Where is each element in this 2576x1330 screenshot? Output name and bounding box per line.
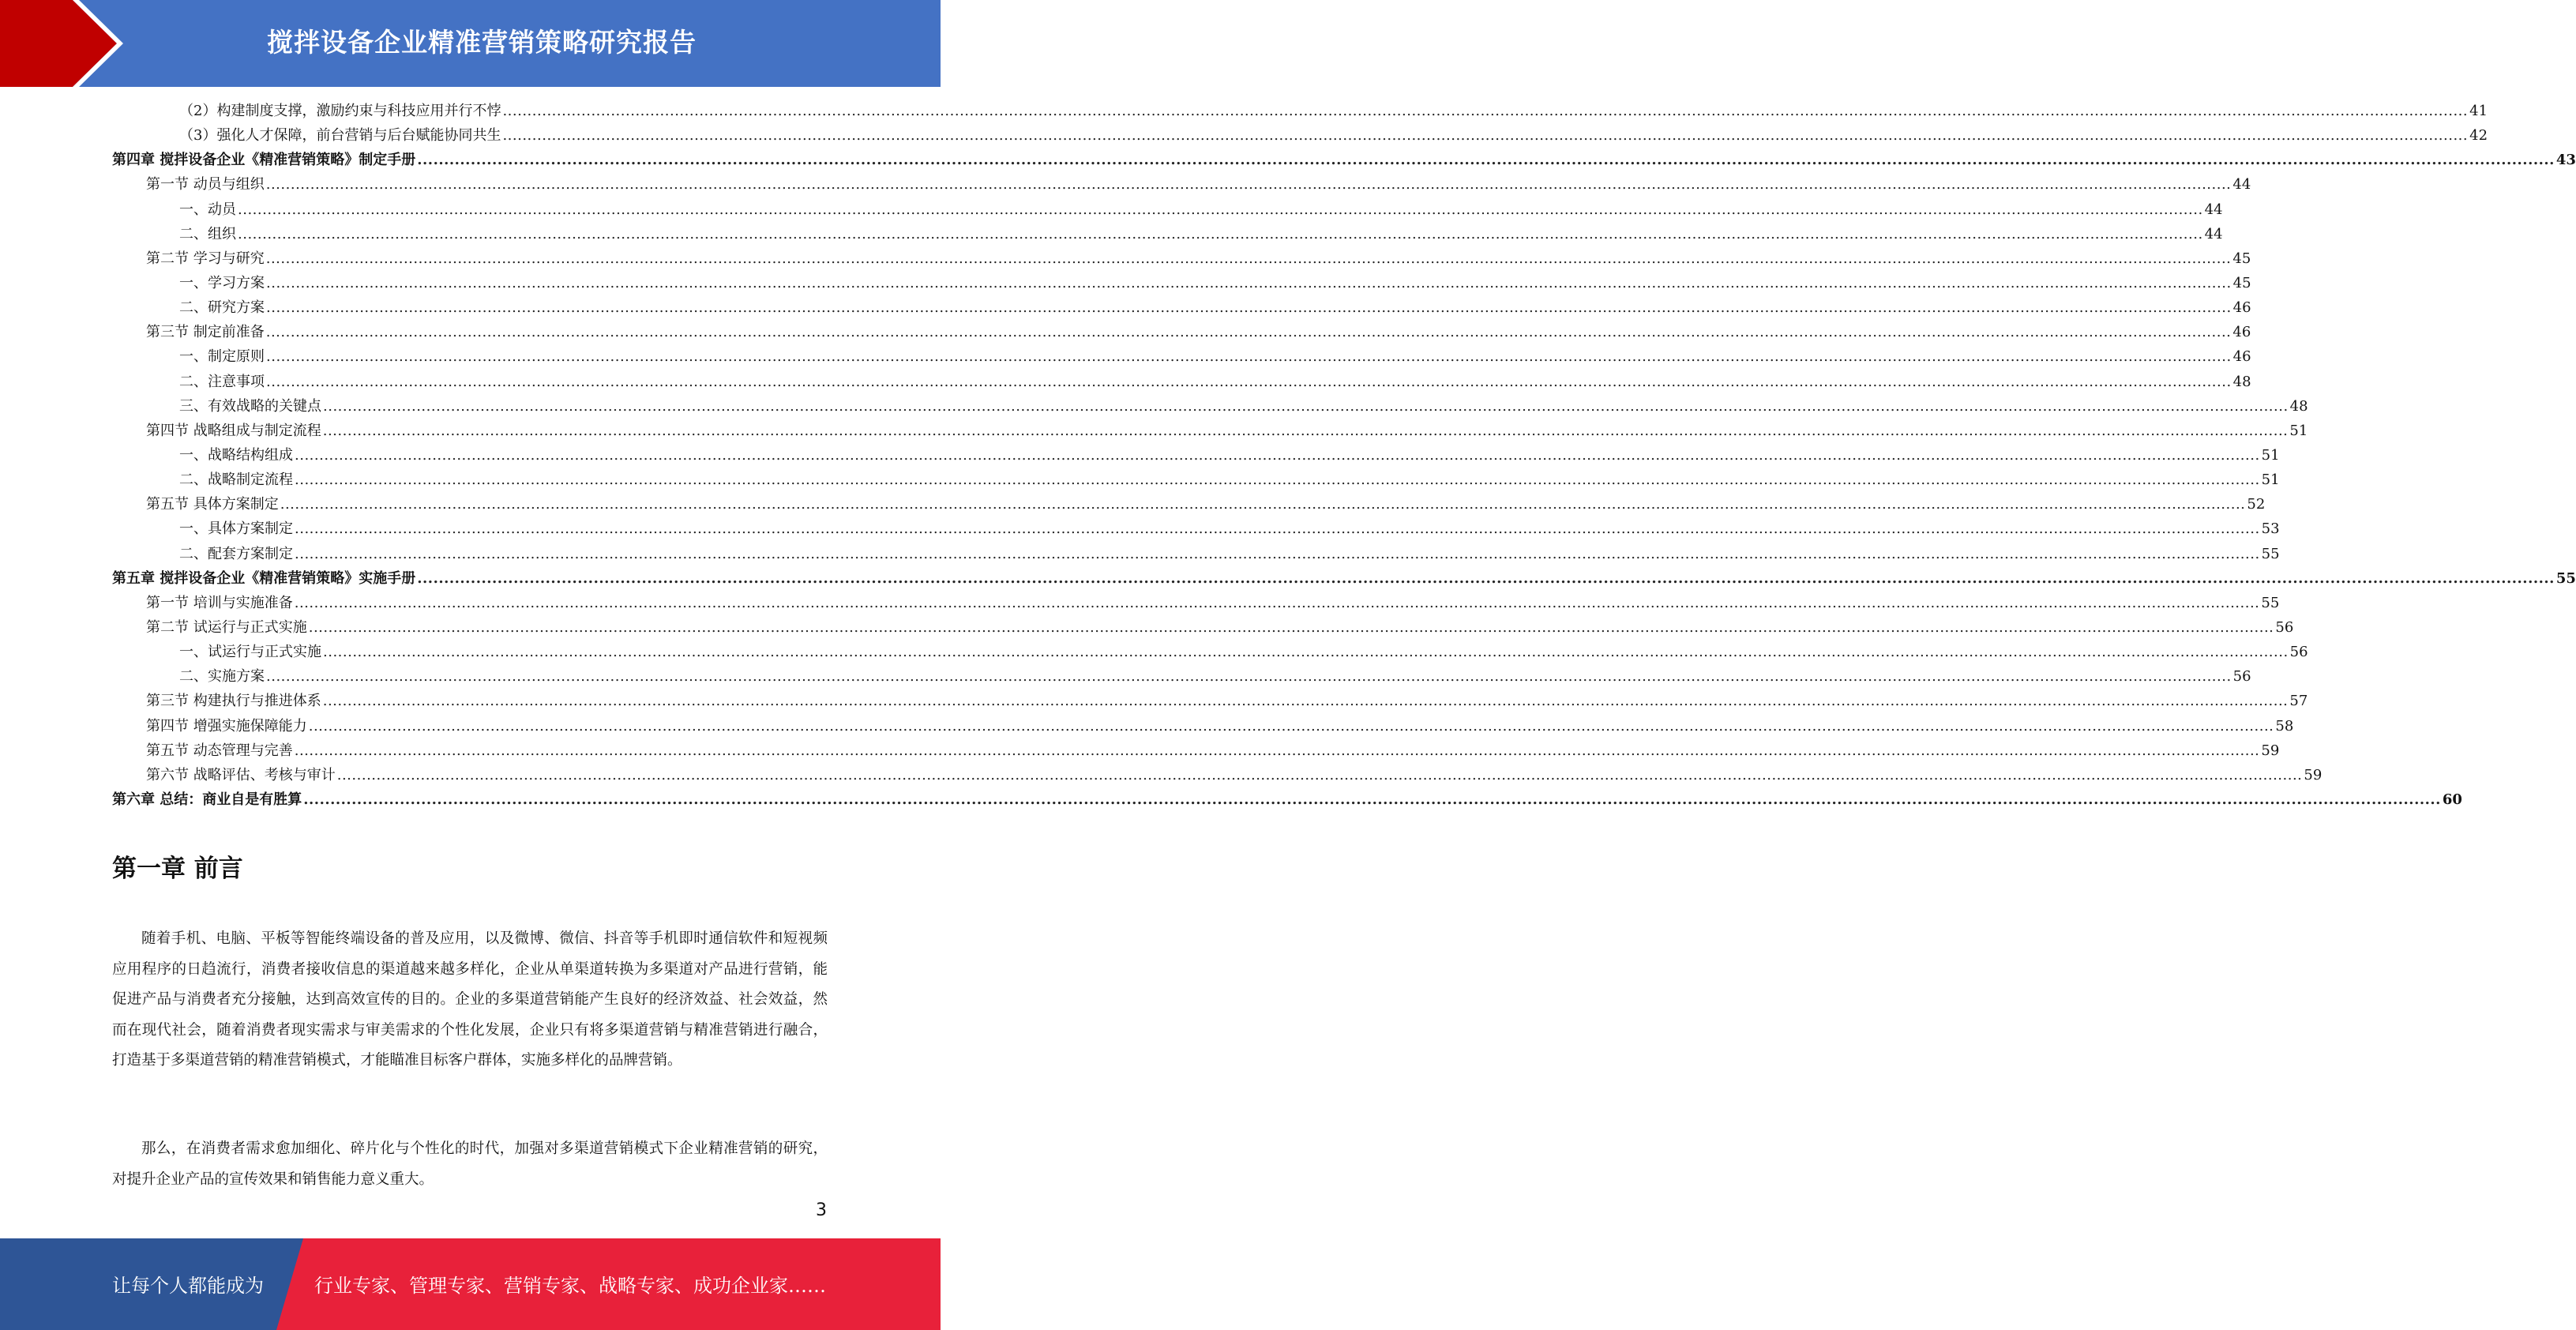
toc-entry-page: 51: [2289, 422, 2308, 439]
toc-dot-leader: ................................................................................................................................................................................................................................................................................................................................................................................................................: [295, 520, 2260, 538]
toc-entry-title: 第二节 试运行与正式实施: [146, 618, 307, 636]
toc-dot-leader: ................................................................................................................................................................................................................................................................................................................................................................................................................: [295, 545, 2260, 562]
toc-entry[interactable]: [112, 247, 2251, 272]
toc-entry[interactable]: [112, 345, 2251, 370]
table-of-contents: [112, 100, 2576, 813]
toc-entry-page: 48: [2289, 397, 2308, 415]
toc-entry-page: 44: [2204, 225, 2223, 242]
toc-dot-leader: ................................................................................................................................................................................................................................................................................................................................................................................................................: [308, 618, 2274, 636]
toc-entry-page: 51: [2261, 446, 2280, 464]
toc-entry[interactable]: [112, 198, 2223, 223]
toc-entry[interactable]: [112, 739, 2280, 764]
toc-dot-leader: ................................................................................................................................................................................................................................................................................................................................................................................................................: [238, 201, 2203, 218]
toc-dot-leader: ................................................................................................................................................................................................................................................................................................................................................................................................................: [266, 348, 2232, 366]
toc-entry-title: （3）强化人才保障，前台营销与后台赋能协同共生: [179, 127, 501, 145]
toc-entry-page: 46: [2232, 299, 2251, 317]
toc-entry-title: 一、制定原则: [179, 348, 265, 366]
toc-entry-title: 三、有效战略的关键点: [179, 397, 321, 415]
toc-entry-title: 一、战略结构组成: [179, 446, 293, 464]
toc-entry[interactable]: [112, 616, 2294, 641]
toc-entry[interactable]: [112, 468, 2280, 493]
toc-entry-title: 二、战略制定流程: [179, 472, 293, 489]
toc-dot-leader: ................................................................................................................................................................................................................................................................................................................................................................................................................: [323, 397, 2289, 415]
toc-entry-page: 46: [2232, 348, 2251, 366]
toc-entry-title: 第四节 增强实施保障能力: [146, 717, 307, 735]
toc-entry-title: 第五节 动态管理与完善: [146, 742, 293, 759]
toc-entry-title: 第三节 构建执行与推进体系: [146, 693, 321, 710]
toc-entry[interactable]: [112, 764, 2323, 788]
toc-entry-title: 第二节 学习与研究: [146, 250, 265, 267]
toc-entry-page: 51: [2261, 472, 2280, 489]
toc-entry[interactable]: [112, 100, 2488, 124]
page-number: 3: [816, 1200, 827, 1220]
toc-entry[interactable]: [112, 173, 2251, 197]
toc-entry-title: （2）构建制度支撑，激励约束与科技应用并行不悖: [179, 103, 501, 119]
toc-dot-leader: ................................................................................................................................................................................................................................................................................................................................................................................................................: [294, 594, 2260, 611]
toc-entry-title: 第六节 战略评估、考核与审计: [146, 766, 336, 783]
toc-entry-title: 第一节 动员与组织: [146, 176, 265, 193]
toc-dot-leader: ................................................................................................................................................................................................................................................................................................................................................................................................................: [295, 472, 2260, 489]
toc-dot-leader: ................................................................................................................................................................................................................................................................................................................................................................................................................: [266, 668, 2232, 686]
toc-entry[interactable]: [112, 296, 2251, 321]
toc-entry[interactable]: [112, 641, 2308, 665]
toc-dot-leader: ................................................................................................................................................................................................................................................................................................................................................................................................................: [502, 127, 2469, 145]
toc-entry-page: 55: [2261, 545, 2280, 562]
toc-entry-title: 第五节 具体方案制定: [146, 496, 279, 513]
toc-entry[interactable]: [112, 592, 2280, 616]
toc-entry[interactable]: [112, 370, 2251, 395]
toc-entry[interactable]: [112, 148, 2576, 173]
toc-entry-page: 53: [2261, 520, 2280, 538]
toc-entry[interactable]: [112, 419, 2308, 444]
toc-dot-leader: ................................................................................................................................................................................................................................................................................................................................................................................................................: [417, 569, 2555, 587]
toc-entry-title: 第四章 搅拌设备企业《精准营销策略》制定手册: [112, 152, 416, 169]
toc-entry[interactable]: [112, 567, 2576, 592]
toc-entry-title: 一、学习方案: [179, 274, 265, 291]
toc-dot-leader: ................................................................................................................................................................................................................................................................................................................................................................................................................: [417, 152, 2555, 169]
toc-dot-leader: ................................................................................................................................................................................................................................................................................................................................................................................................................: [265, 250, 2232, 267]
page-footer: [0, 1238, 941, 1330]
toc-dot-leader: ................................................................................................................................................................................................................................................................................................................................................................................................................: [322, 693, 2289, 710]
toc-dot-leader: ................................................................................................................................................................................................................................................................................................................................................................................................................: [266, 299, 2232, 317]
toc-entry-title: 第三节 制定前准备: [146, 324, 265, 341]
body-paragraph: 那么，在消费者需求愈加细化、碎片化与个性化的时代，加强对多渠道营销模式下企业精准营销的研究，对提升企业产品的宣传效果和销售能力意义重大。: [112, 1140, 828, 1188]
toc-dot-leader: ................................................................................................................................................................................................................................................................................................................................................................................................................: [322, 422, 2289, 439]
toc-entry[interactable]: [112, 444, 2280, 468]
toc-entry-page: 52: [2247, 496, 2266, 513]
toc-entry-page: 58: [2275, 717, 2294, 735]
toc-entry-title: 二、实施方案: [179, 668, 265, 686]
toc-entry[interactable]: [112, 321, 2251, 345]
toc-entry-title: 二、研究方案: [179, 299, 265, 317]
toc-dot-leader: ................................................................................................................................................................................................................................................................................................................................................................................................................: [266, 274, 2232, 291]
toc-entry-page: 43: [2555, 152, 2576, 169]
toc-dot-leader: ................................................................................................................................................................................................................................................................................................................................................................................................................: [294, 742, 2260, 759]
toc-entry-title: 二、配套方案制定: [179, 545, 293, 562]
toc-dot-leader: ................................................................................................................................................................................................................................................................................................................................................................................................................: [280, 496, 2246, 513]
toc-dot-leader: ................................................................................................................................................................................................................................................................................................................................................................................................................: [336, 766, 2303, 783]
toc-entry-title: 二、组织: [179, 225, 236, 242]
toc-entry-page: 56: [2232, 668, 2251, 686]
toc-entry-page: 45: [2232, 250, 2251, 267]
toc-entry[interactable]: [112, 124, 2488, 148]
toc-entry[interactable]: [112, 517, 2280, 542]
toc-entry[interactable]: [112, 715, 2294, 739]
body-paragraph: 随着手机、电脑、平板等智能终端设备的普及应用，以及微博、微信、抖音等手机即时通信软件和短视频应用程序的日趋流行，消费者接收信息的渠道越来越多样化，企业从单渠道转换为多渠道对产品进行营销，能促进产品与消费者充分接触，达到高效宣传的目的。企业的多渠道营销能产生良好的经济效益、社会效益，然而在现代社会，随着消费者现实需求与审美需求的个性化发展，企业只有将多渠道营销与精准营销进行融合，打造基于多渠道营销的精准营销模式，才能瞄准目标客户群体，实施多样化的品牌营销。: [112, 930, 828, 1069]
footer-slogan-right: 行业专家、管理专家、营销专家、战略专家、成功企业家……: [314, 1275, 826, 1297]
toc-entry-page: 44: [2232, 176, 2251, 193]
toc-entry-title: 第一节 培训与实施准备: [146, 594, 293, 611]
toc-entry[interactable]: [112, 493, 2266, 517]
toc-entry-title: 第六章 总结：商业自是有胜算: [112, 791, 302, 808]
toc-entry-page: 59: [2261, 742, 2280, 759]
page-header: [0, 0, 941, 87]
toc-entry[interactable]: [112, 223, 2223, 247]
toc-entry-page: 45: [2232, 274, 2251, 291]
document-title: 搅拌设备企业精准营销策略研究报告: [267, 27, 697, 58]
toc-entry-page: 42: [2469, 127, 2488, 145]
toc-entry-title: 一、动员: [179, 201, 236, 218]
toc-entry-title: 一、具体方案制定: [179, 520, 293, 538]
footer-slogan-left: 让每个人都能成为: [112, 1275, 264, 1297]
toc-entry-page: 56: [2275, 618, 2294, 636]
chapter-heading: 第一章 前言: [112, 855, 243, 883]
toc-entry[interactable]: [112, 543, 2280, 567]
toc-entry[interactable]: [112, 272, 2251, 296]
toc-dot-leader: ................................................................................................................................................................................................................................................................................................................................................................................................................: [502, 103, 2469, 119]
toc-entry-title: 二、注意事项: [179, 373, 265, 390]
toc-dot-leader: ................................................................................................................................................................................................................................................................................................................................................................................................................: [265, 324, 2232, 341]
toc-entry-page: 44: [2204, 201, 2223, 218]
toc-dot-leader: ................................................................................................................................................................................................................................................................................................................................................................................................................: [266, 373, 2232, 390]
toc-entry-page: 60: [2442, 791, 2462, 808]
toc-entry[interactable]: [112, 665, 2251, 689]
toc-entry-title: 第四节 战略组成与制定流程: [146, 422, 321, 439]
toc-dot-leader: ................................................................................................................................................................................................................................................................................................................................................................................................................: [323, 644, 2289, 661]
toc-entry[interactable]: [112, 395, 2308, 419]
toc-entry-page: 55: [2261, 594, 2280, 611]
toc-entry-page: 46: [2232, 324, 2251, 341]
toc-entry[interactable]: [112, 788, 2462, 813]
toc-entry-page: 41: [2469, 103, 2488, 119]
toc-dot-leader: ................................................................................................................................................................................................................................................................................................................................................................................................................: [303, 791, 2441, 808]
toc-entry-title: 第五章 搅拌设备企业《精准营销策略》实施手册: [112, 569, 416, 587]
toc-entry-page: 57: [2289, 693, 2308, 710]
toc-dot-leader: ................................................................................................................................................................................................................................................................................................................................................................................................................: [295, 446, 2260, 464]
toc-dot-leader: ................................................................................................................................................................................................................................................................................................................................................................................................................: [265, 176, 2232, 193]
toc-entry[interactable]: [112, 689, 2308, 714]
toc-entry-page: 56: [2289, 644, 2308, 661]
toc-entry-title: 一、试运行与正式实施: [179, 644, 321, 661]
toc-dot-leader: ................................................................................................................................................................................................................................................................................................................................................................................................................: [308, 717, 2274, 735]
toc-dot-leader: ................................................................................................................................................................................................................................................................................................................................................................................................................: [238, 225, 2203, 242]
toc-entry-page: 59: [2304, 766, 2323, 783]
toc-entry-page: 48: [2232, 373, 2251, 390]
toc-entry-page: 55: [2555, 569, 2576, 587]
